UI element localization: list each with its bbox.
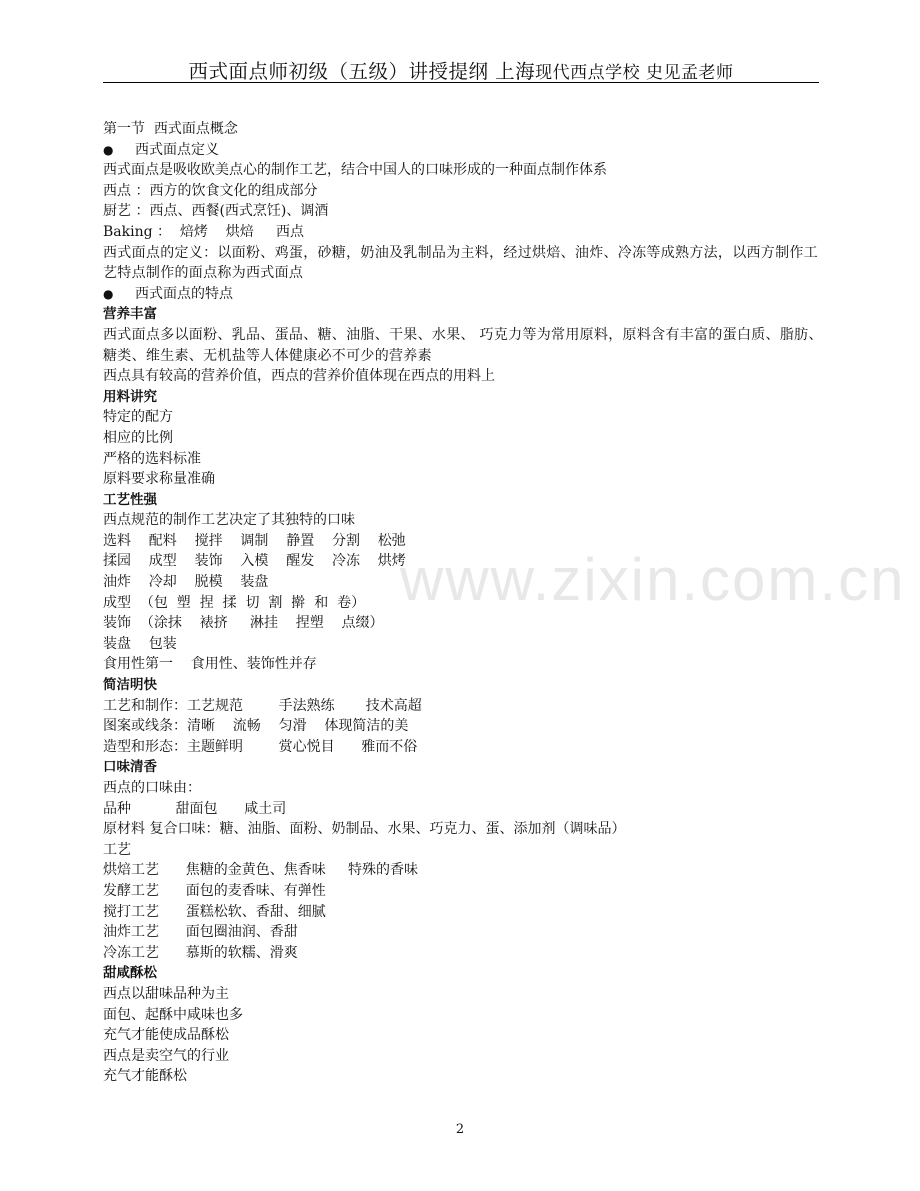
watermark: www.zixin.com.cn	[400, 546, 906, 613]
text-line: 图案或线条：清晰 流畅 匀滑 体现简洁的美	[103, 718, 409, 735]
text-line: 西点的口味由：	[103, 780, 201, 796]
document-body	[103, 119, 823, 1087]
text-line: 相应的比例	[103, 429, 173, 446]
text-line: 发酵工艺 面包的麦香味、有弹性	[103, 882, 326, 899]
subheading: 用料讲究	[103, 388, 157, 405]
text-line: 西点是卖空气的行业	[103, 1047, 229, 1064]
text-line: 烘焙工艺 焦糖的金黄色、焦香味 特殊的香味	[103, 862, 418, 879]
text-line: 油炸 冷却 脱模 装盘	[103, 574, 269, 591]
text-line: 工艺和制作：工艺规范 手法熟练 技术高超	[103, 697, 422, 714]
header-subtitle: 现代西点学校 史见孟老师	[535, 63, 734, 83]
text-line: 西点 ：西方的饮食文化的组成部分	[103, 182, 318, 199]
text-line: 装盘 包装	[103, 635, 177, 652]
subheading: 甜咸酥松	[103, 965, 157, 982]
paragraph: 西式面点的定义：以面粉、鸡蛋，砂糖，奶油及乳制品为主料，经过烘焙、油炸、冷冻等成熟方法，以西方制作工艺特点制作的面点称为西式面点	[103, 244, 818, 282]
text-line: 充气才能酥松	[103, 1068, 187, 1085]
text-line: 装饰 （涂抹 裱挤 淋挂 捏塑 点缀）	[103, 615, 384, 632]
text-line: 西点以甜味品种为主	[103, 985, 229, 1002]
text-line: 造型和形态：主题鲜明 赏心悦目 雅而不俗	[103, 738, 418, 755]
text-line: 西点具有较高的营养价值，西点的营养价值体现在西点的用料上	[103, 368, 495, 385]
text-line: 西式面点是吸收欧美点心的制作工艺，结合中国人的口味形成的一种面点制作体系	[103, 162, 607, 179]
bullet-icon: ●	[103, 142, 114, 157]
text-line: 厨艺 ：西点、西餐(西式烹饪)、调酒	[103, 203, 329, 220]
text-line: 特定的配方	[103, 409, 173, 426]
text-line: 工艺	[103, 841, 131, 858]
page-number: 2	[455, 1122, 465, 1137]
bullet-icon: ●	[103, 286, 114, 301]
text-line: Baking ： 焙烤 烘焙 西点	[103, 223, 304, 240]
text-line: 油炸工艺 面包圈油润、香甜	[103, 924, 298, 941]
subheading: 口味清香	[103, 759, 157, 776]
text-line: 冷冻工艺 慕斯的软糯、滑爽	[103, 944, 298, 961]
paragraph: 西式面点多以面粉、乳品、蛋品、糖、油脂、干果、水果、 巧克力等为常用原料，原料含有丰富的蛋白质、脂肪、糖类、维生素、无机盐等人体健康必不可少的营养素	[103, 326, 823, 364]
text-line: 严格的选料标准	[103, 450, 201, 467]
page-header	[103, 56, 819, 84]
subheading: 简洁明快	[103, 677, 157, 694]
section-heading: 第一节 西式面点概念	[103, 121, 238, 137]
subheading: 营养丰富	[103, 306, 157, 323]
subheading: 工艺性强	[103, 491, 157, 508]
text-line: 充气才能使成品酥松	[103, 1027, 229, 1044]
text-line: 选料 配料 搅拌 调制 静置 分割 松弛	[103, 532, 406, 549]
text-line: 成型 （包 塑 捏 揉 切 割 擀 和 卷）	[103, 594, 366, 611]
header-title: 西式面点师初级（五级）讲授提纲 上海	[188, 60, 536, 83]
text-line: 西点规范的制作工艺决定了其独特的口味	[103, 512, 355, 529]
text-line: 揉园 成型 装饰 入模 醒发 冷冻 烘烤	[103, 553, 406, 570]
text-line: 原材料 复合口味：糖、油脂、面粉、奶制品、水果、巧克力、蛋、添加剂（调味品）	[103, 821, 626, 838]
text-line: 搅打工艺 蛋糕松软、香甜、细腻	[103, 903, 326, 920]
bullet-item: ● 西式面点的特点	[103, 284, 823, 305]
text-line: 品种 甜面包 咸土司	[103, 800, 287, 817]
bullet-item: ● 西式面点定义	[103, 140, 823, 161]
text-line: 原料要求称量准确	[103, 471, 215, 488]
text-line: 食用性第一 食用性、装饰性并存	[103, 656, 317, 673]
text-line: 面包、起酥中咸味也多	[103, 1006, 243, 1023]
